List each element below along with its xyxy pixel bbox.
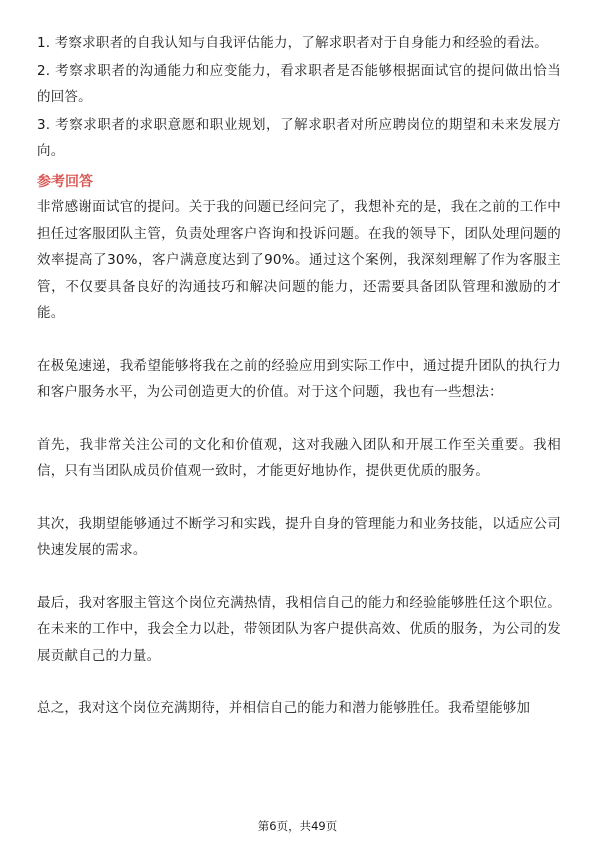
list-item: 3. 考察求职者的求职意愿和职业规划，了解求职者对所应聘岗位的期望和未来发展方向。 [37, 117, 561, 159]
list-item: 2. 考察求职者的沟通能力和应变能力，看求职者是否能够根据面试官的提问做出恰当的回答。 [37, 63, 561, 105]
paragraph: 在极兔速递，我希望能够将我在之前的经验应用到实际工作中，通过提升团队的执行力和客户服务水平，为公司创造更大的价值。对于这个问题，我也有一些想法： [37, 357, 561, 400]
page-content [37, 30, 561, 722]
paragraph: 最后，我对客服主管这个岗位充满热情，我相信自己的能力和经验能够胜任这个职位。在未来的工作中，我会全力以赴，带领团队为客户提供高效、优质的服务，为公司的发展贡献自己的力量。 [37, 594, 561, 664]
paragraph: 总之，我对这个岗位充满期待，并相信自己的能力和潜力能够胜任。我希望能够加 [37, 700, 531, 716]
paragraph: 首先，我非常关注公司的文化和价值观，这对我融入团队和开展工作至关重要。我相信，只有当团队成员价值观一致时，才能更好地协作，提供更优质的服务。 [37, 436, 561, 479]
list-item: 1. 考察求职者的自我认知与自我评估能力，了解求职者对于自身能力和经验的看法。 [37, 35, 548, 51]
section-heading: 参考回答 [37, 174, 93, 190]
paragraph: 其次，我期望能够通过不断学习和实践，提升自身的管理能力和业务技能，以适应公司快速发展的需求。 [37, 515, 561, 558]
paragraph: 非常感谢面试官的提问。关于我的问题已经问完了，我想补充的是，我在之前的工作中担任过客服团队主管，负责处理客户咨询和投诉问题。在我的领导下，团队处理问题的效率提高了30%，客户满意度达到了90%。通过这个案例，我深刻理解了作为客服主管，不仅要具备良好的沟通技巧和解决问题的能力，还需要具备团队管理和激励的才能。 [37, 199, 561, 321]
page-number-footer: 第6页，共49页 [257, 819, 338, 833]
